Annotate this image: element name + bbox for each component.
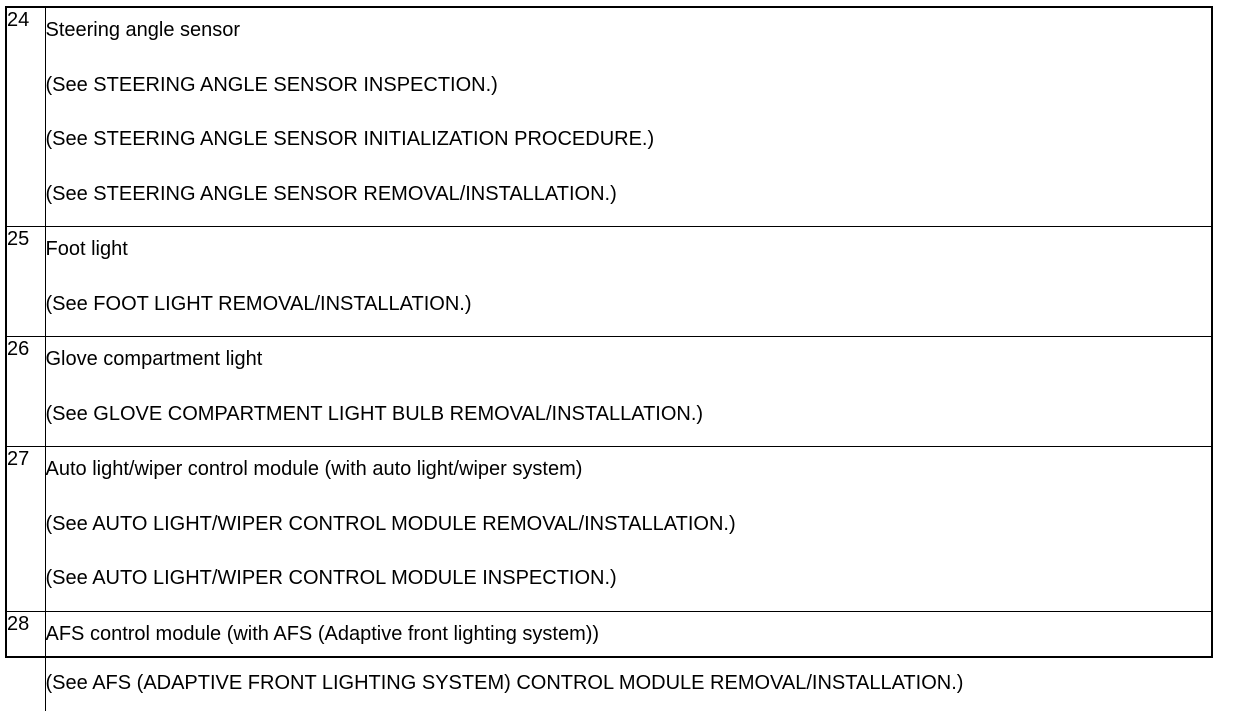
reference-link[interactable]: (See AUTO LIGHT/WIPER CONTROL MODULE INSPECTION.) [45,567,617,589]
reference-link[interactable]: (See FOOT LIGHT REMOVAL/INSTALLATION.) [45,292,472,315]
component-table-frame [5,6,1213,694]
table-row [7,611,1211,711]
reference-link[interactable]: (See STEERING ANGLE SENSOR INSPECTION.) [45,73,498,96]
item-title: Foot light [45,238,128,260]
item-title: AFS control module (with AFS (Adaptive front lighting system)) [45,622,600,645]
reference-link[interactable]: (See STEERING ANGLE SENSOR REMOVAL/INSTALLATION.) [45,182,617,205]
table-row [7,337,1211,447]
table-row [7,8,1211,227]
reference-link[interactable]: (See STEERING ANGLE SENSOR INITIALIZATION PROCEDURE.) [45,128,655,150]
component-table [7,8,1211,711]
item-number: 28 [7,611,45,711]
table-row [7,447,1211,612]
item-description [45,8,1211,227]
reference-link[interactable]: (See AUTO LIGHT/WIPER CONTROL MODULE REMOVAL/INSTALLATION.) [45,512,736,535]
item-title: Glove compartment light [45,348,263,370]
item-description [45,227,1211,337]
reference-link[interactable]: (See GLOVE COMPARTMENT LIGHT BULB REMOVAL/INSTALLATION.) [45,402,704,425]
item-number: 25 [7,227,45,337]
item-number: 26 [7,337,45,447]
item-number: 24 [7,8,45,227]
item-title: Auto light/wiper control module (with auto light/wiper system) [45,458,583,480]
item-description [45,447,1211,612]
reference-link[interactable]: (See AFS (ADAPTIVE FRONT LIGHTING SYSTEM) CONTROL MODULE REMOVAL/INSTALLATION.) [45,671,964,694]
table-row [7,227,1211,337]
item-title: Steering angle sensor [45,19,241,41]
item-description [45,611,1211,711]
item-description [45,337,1211,447]
item-number: 27 [7,447,45,612]
